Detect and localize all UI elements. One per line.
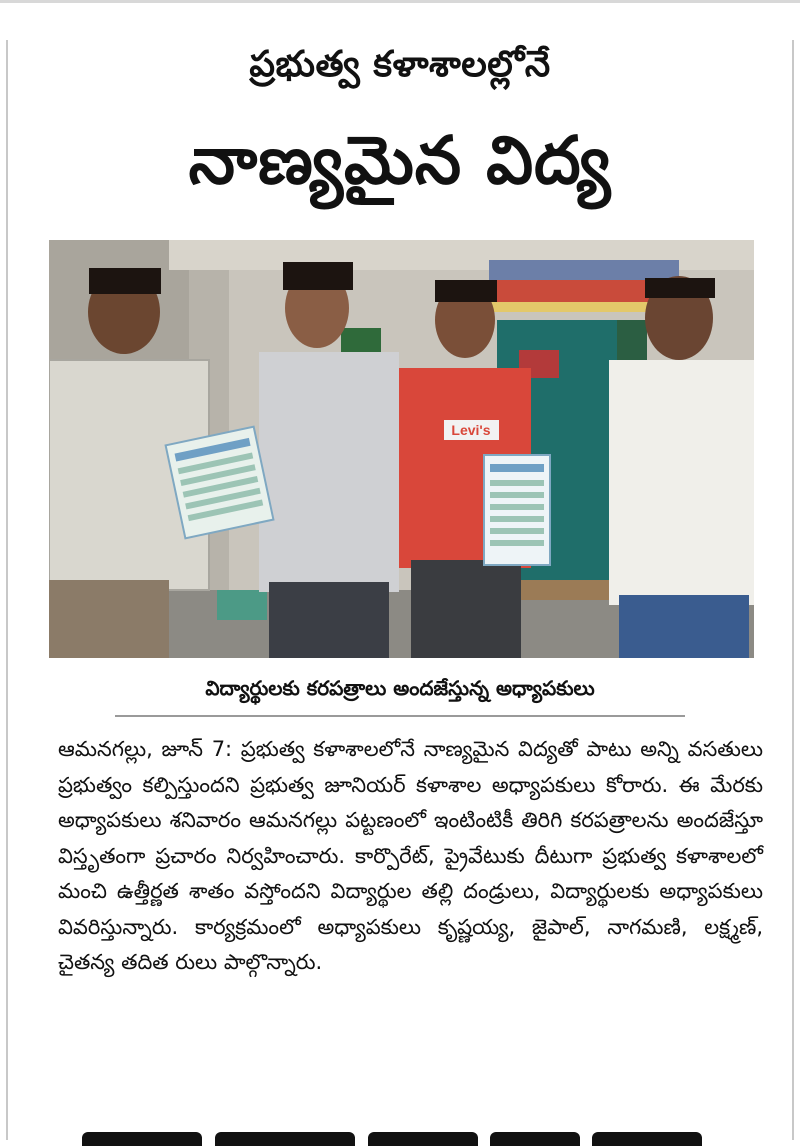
photo-icon: [49, 240, 754, 658]
caption-divider: [115, 715, 685, 717]
article-paragraph: ఆమనగల్లు, జూన్ 7: ప్రభుత్వ కళాశాలలోనే నాణ్యమైన విద్యతో పాటు అన్ని వసతులు ప్రభుత్వం కల్పిస్తుందని ప్రభుత్వ జూనియర్ కళాశాల అధ్యాపకులు కోరారు. ఈ మేరకు అధ్యాపకులు శనివారం ఆమనగల్లు పట్టణంలో ఇంటింటికీ తిరిగి కరపత్రాలను అందజేస్తూ విస్తృతంగా ప్రచారం నిర్వహించారు. కార్పొరేట్, ప్రైవేటుకు దీటుగా ప్రభుత్వ కళాశాలలో మంచి ఉత్తీర్ణత శాతం వస్తోందని విద్యార్థుల తల్లి దండ్రులు, విద్యార్థులకు అధ్యాపకులు వివరిస్తున్నారు. కార్యక్రమంలో అధ్యాపకులు కృష్ణయ్య, జైపాల్, నాగమణి, లక్ష్మణ్, చైతన్య తదిత రులు పాల్గొన్నారు.: [58, 737, 763, 974]
right-column-rule: [792, 40, 794, 1140]
shirt-logo-text: Levi's: [451, 422, 491, 438]
news-photo: [49, 240, 754, 658]
kicker-headline: ప్రభుత్వ కళాశాలల్లోనే: [249, 44, 551, 85]
top-border: [0, 0, 800, 3]
photo-caption: విద్యార్థులకు కరపత్రాలు అందజేస్తున్న అధ్యాపకులు: [205, 676, 595, 700]
left-column-rule: [6, 40, 8, 1140]
article-body: [58, 732, 763, 981]
next-article-heading-cut: [0, 1122, 800, 1146]
main-headline: నాణ్యమైన విద్య: [188, 122, 612, 199]
